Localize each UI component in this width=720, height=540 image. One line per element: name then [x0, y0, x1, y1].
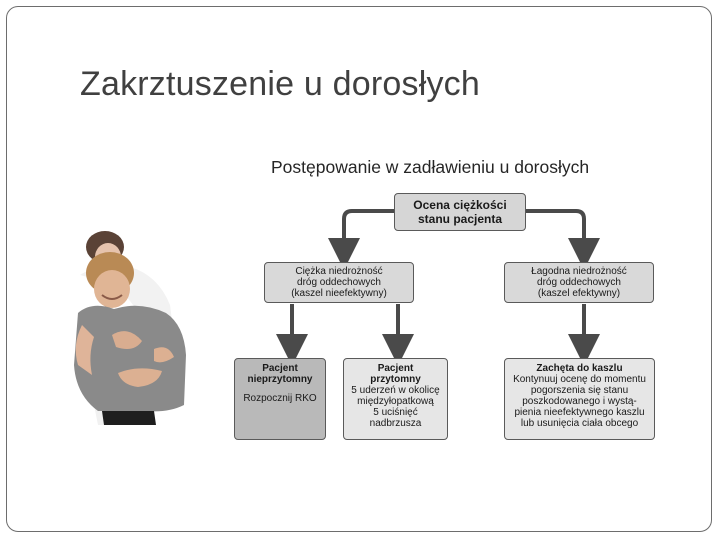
node-conscious-body2: międzyłopatkową [357, 396, 434, 407]
node-severe-obstruction [264, 262, 414, 303]
node-severe-line2: dróg oddechowych [297, 277, 381, 288]
node-assess-severity-line2: stanu pacjenta [417, 212, 503, 226]
node-conscious-body1: 5 uderzeń w okolicę [351, 385, 440, 396]
node-mild-line1: Łagodna niedrożność [531, 266, 627, 277]
node-encourage-body5: lub usunięcia ciała obcego [520, 418, 639, 429]
node-unconscious-title2: nieprzytomny [247, 374, 313, 385]
node-mild-obstruction [504, 262, 654, 303]
node-conscious-title2: przytomny [370, 374, 421, 385]
slide-title: Zakrztuszenie u dorosłych [80, 65, 480, 103]
node-encourage-body1: Kontynuuj ocenę do momentu [513, 374, 646, 385]
node-encourage-title1: Zachęta do kaszlu [536, 363, 623, 374]
node-unconscious-patient [234, 358, 326, 440]
node-unconscious-body1: Rozpocznij RKO [243, 393, 317, 404]
node-encourage-body3: poszkodowanego i wystą- [522, 396, 637, 407]
arrow-root-to-severe [344, 211, 394, 254]
node-conscious-title1: Pacjent [377, 363, 414, 374]
node-mild-line3: (kaszel efektywny) [537, 288, 621, 299]
arrow-root-to-mild [526, 211, 584, 254]
node-conscious-patient [343, 358, 448, 440]
node-conscious-body4: nadbrzusza [369, 418, 422, 429]
node-encourage-body2: pogorszenia się stanu [530, 385, 629, 396]
node-encourage-cough [504, 358, 655, 440]
node-severe-line3: (kaszel nieefektywny) [291, 288, 387, 299]
node-severe-line1: Ciężka niedrożność [295, 266, 383, 277]
node-encourage-body4: pienia nieefektywnego kaszlu [514, 407, 645, 418]
node-conscious-body3: 5 uciśnięć [373, 407, 418, 418]
node-assess-severity-line1: Ocena ciężkości [413, 198, 507, 212]
node-mild-line2: dróg oddechowych [537, 277, 621, 288]
node-unconscious-title1: Pacjent [262, 363, 298, 374]
diagram-title: Postępowanie w zadławieniu u dorosłych [271, 157, 590, 177]
node-assess-severity [394, 193, 526, 231]
